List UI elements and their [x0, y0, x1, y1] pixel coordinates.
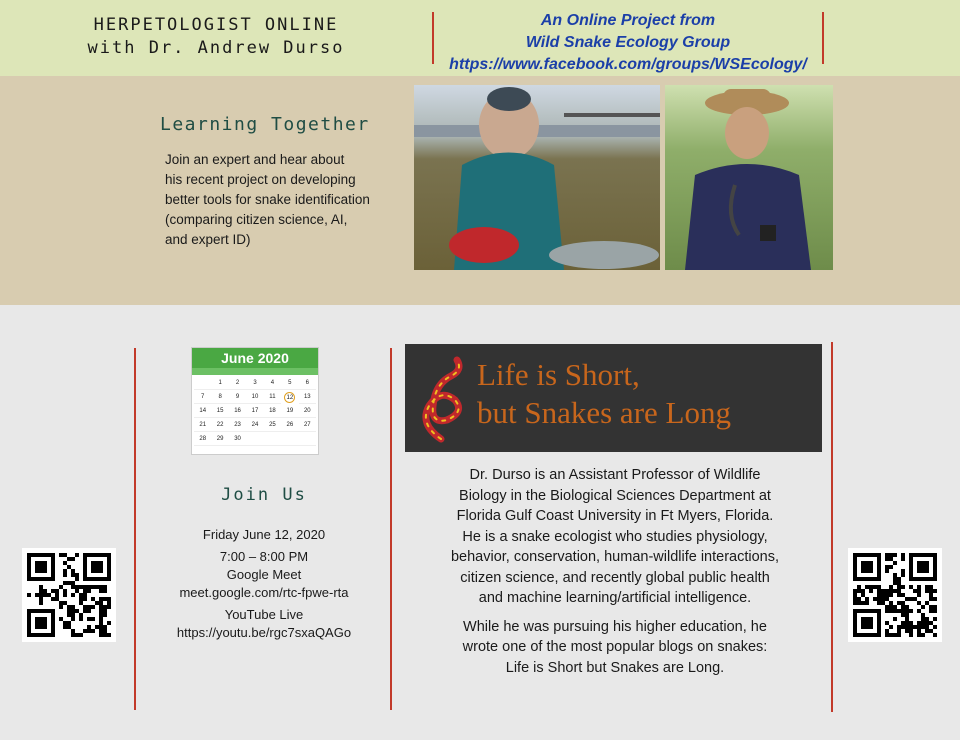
event-time: 7:00 – 8:00 PM — [219, 549, 309, 564]
calendar-day: 1 — [211, 377, 228, 390]
calendar-day: 16 — [229, 405, 246, 418]
calendar-month: June 2020 — [192, 348, 318, 368]
calendar-day: 20 — [299, 405, 316, 418]
banner-line2: but Snakes are Long — [477, 395, 731, 430]
calendar-day: 19 — [281, 405, 298, 418]
youtube-link[interactable]: https://youtu.be/rgc7sxaQAGo — [176, 625, 352, 640]
bio-line: wrote one of the most popular blogs on snakes: — [462, 639, 768, 655]
header-divider-left — [432, 12, 434, 64]
bio-line: Florida Gulf Coast University in Ft Myers, Florida. — [456, 508, 774, 524]
header-project-line1: An Online Project from — [540, 12, 716, 29]
header-project-info — [434, 10, 822, 76]
learning-line: (comparing citizen science, AI, — [165, 212, 348, 227]
bio-line: citizen science, and recently global public health — [460, 569, 770, 586]
speaker-photo-field-illustration — [414, 85, 660, 270]
learning-line: his recent project on developing — [165, 172, 356, 187]
calendar-day: 21 — [194, 419, 211, 432]
qr-code-icon — [853, 553, 937, 637]
calendar-day: 23 — [229, 419, 246, 432]
calendar-day: 24 — [246, 419, 263, 432]
bio-line: Dr. Durso is an Assistant Professor of Wildlife — [469, 467, 761, 483]
bio-line: behavior, conservation, human-wildlife interactions, — [450, 549, 780, 565]
bio-line: and machine learning/artificial intelligence. — [478, 590, 752, 606]
calendar-day: 25 — [264, 419, 281, 432]
calendar-day — [281, 433, 298, 446]
banner-title — [477, 356, 731, 432]
calendar-grid — [192, 375, 318, 446]
speaker-photo-field — [414, 85, 660, 270]
calendar-day: 15 — [211, 405, 228, 418]
calendar-day: 11 — [264, 391, 281, 404]
bio-line: While he was pursuing his higher education, he — [463, 618, 767, 635]
bio-paragraph-2 — [415, 617, 815, 679]
calendar-day: 28 — [194, 433, 211, 446]
calendar-day: 5 — [281, 377, 298, 390]
speaker-bio — [415, 465, 815, 678]
calendar-day: 30 — [229, 433, 246, 446]
calendar-weekdays — [192, 368, 318, 375]
calendar-day — [264, 433, 281, 446]
meet-link[interactable]: meet.google.com/rtc-fpwe-rta — [179, 585, 349, 600]
youtube-label: YouTube Live — [224, 607, 304, 622]
meet-label: Google Meet — [226, 567, 302, 582]
calendar-day: 2 — [229, 377, 246, 390]
calendar-day: 3 — [246, 377, 263, 390]
calendar-day: 18 — [264, 405, 281, 418]
header-project-link[interactable]: https://www.facebook.com/groups/WSEcology/ — [449, 56, 807, 73]
calendar-day: 17 — [246, 405, 263, 418]
qr-code-right[interactable] — [848, 548, 942, 642]
learning-line: better tools for snake identification — [165, 192, 370, 207]
calendar-day: 26 — [281, 419, 298, 432]
bio-line: He is a snake ecologist who studies physiology, — [462, 528, 768, 545]
calendar-day: 10 — [246, 391, 263, 404]
calendar-day — [246, 433, 263, 446]
header-band — [0, 0, 960, 76]
calendar — [191, 347, 319, 455]
calendar-day — [194, 377, 211, 390]
header-divider-right — [822, 12, 824, 64]
speaker-photo-snake — [665, 85, 833, 270]
header-title-line1: HERPETOLOGIST ONLINE — [93, 15, 339, 35]
bio-line: Life is Short but Snakes are Long. — [505, 659, 725, 676]
calendar-day: 6 — [299, 377, 316, 390]
header-title — [0, 14, 432, 60]
learning-title: Learning Together — [160, 114, 370, 135]
calendar-day: 7 — [194, 391, 211, 404]
calendar-day: 22 — [211, 419, 228, 432]
qr-code-icon — [27, 553, 111, 637]
header-project-line2: Wild Snake Ecology Group — [525, 34, 731, 51]
calendar-day: 29 — [211, 433, 228, 446]
calendar-day: 8 — [211, 391, 228, 404]
calendar-day: 12 — [284, 392, 295, 403]
qr-code-left[interactable] — [22, 548, 116, 642]
calendar-day: 14 — [194, 405, 211, 418]
speaker-photo-snake-illustration — [665, 85, 833, 270]
event-date: Friday June 12, 2020 — [202, 527, 326, 542]
calendar-day: 13 — [299, 391, 316, 404]
bio-paragraph-1 — [415, 465, 815, 609]
calendar-day — [299, 433, 316, 446]
calendar-day: 4 — [264, 377, 281, 390]
learning-description — [165, 150, 410, 250]
learning-line: Join an expert and hear about — [165, 152, 345, 167]
banner-line1: Life is Short, — [477, 357, 640, 392]
header-title-line2: with Dr. Andrew Durso — [87, 38, 345, 58]
blog-banner — [405, 344, 822, 452]
event-details — [136, 526, 392, 642]
calendar-day: 27 — [299, 419, 316, 432]
bio-line: Biology in the Biological Sciences Department at — [459, 487, 771, 504]
column-divider-3 — [831, 342, 833, 712]
join-title: Join Us — [221, 485, 307, 505]
snake-logo-icon — [411, 354, 471, 444]
calendar-day: 9 — [229, 391, 246, 404]
learning-line: and expert ID) — [165, 232, 251, 247]
